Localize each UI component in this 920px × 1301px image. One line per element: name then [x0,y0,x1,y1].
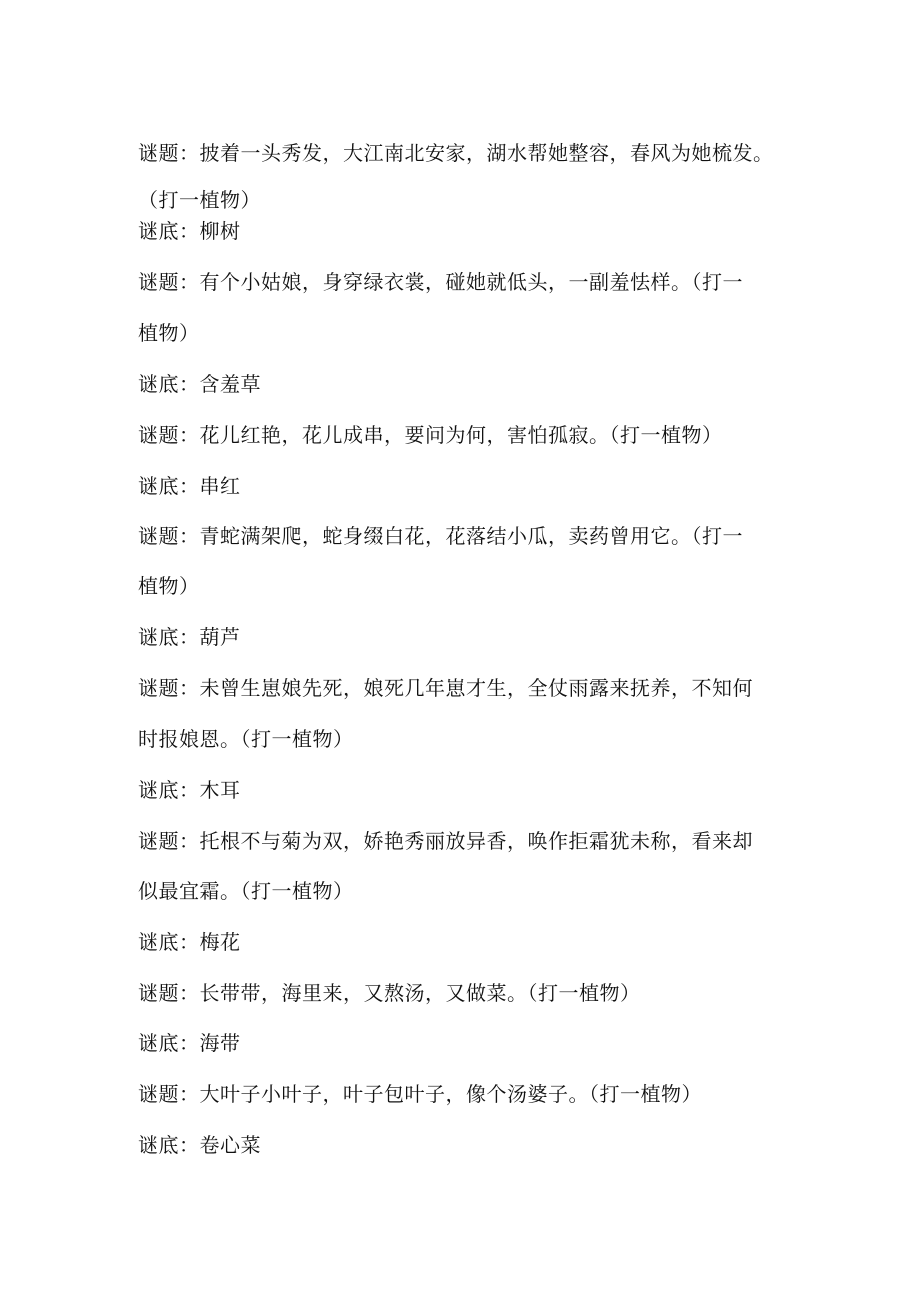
riddle-3-question-line-1: 谜题：花儿红艳，花儿成串，要问为何，害怕孤寂。（打一植物） [138,423,723,447]
riddle-1-answer: 谜底：柳树 [138,219,241,243]
riddle-4-question-line-1: 谜题：青蛇满架爬，蛇身缀白花，花落结小瓜，卖药曾用它。（打一 [138,524,743,548]
riddle-2-question-line-1: 谜题：有个小姑娘，身穿绿衣裳，碰她就低头，一副羞怯样。（打一 [138,270,743,294]
riddle-1-question-line-1: 谜题：披着一头秀发，大江南北安家，湖水帮她整容，春风为她梳发。 [138,141,774,165]
riddle-3-answer: 谜底：串红 [138,474,241,498]
riddle-6-question-line-2: 似最宜霜。（打一植物） [138,879,354,903]
riddle-5-question-line-1: 谜题：未曾生崽娘先死，娘死几年崽才生，全仗雨露来抚养，不知何 [138,676,753,700]
riddle-4-question-line-2: 植物） [138,574,200,598]
riddle-7-answer: 谜底：海带 [138,1031,241,1055]
riddle-2-answer: 谜底：含羞草 [138,372,261,396]
riddle-6-question-line-1: 谜题：托根不与菊为双，娇艳秀丽放异香，唤作拒霜犹未称，看来却 [138,829,753,853]
riddle-4-answer: 谜底：葫芦 [138,625,241,649]
riddle-7-question-line-1: 谜题：长带带，海里来，又熬汤，又做菜。（打一植物） [138,981,641,1005]
riddle-6-answer: 谜底：梅花 [138,930,241,954]
riddle-1-question-line-2: （打一植物） [138,188,261,212]
riddle-8-question-line-1: 谜题：大叶子小叶子，叶子包叶子，像个汤婆子。（打一植物） [138,1082,702,1106]
riddle-5-answer: 谜底：木耳 [138,778,241,802]
riddle-5-question-line-2: 时报娘恩。（打一植物） [138,727,354,751]
riddle-8-answer: 谜底：卷心菜 [138,1133,261,1157]
riddle-2-question-line-2: 植物） [138,321,200,345]
